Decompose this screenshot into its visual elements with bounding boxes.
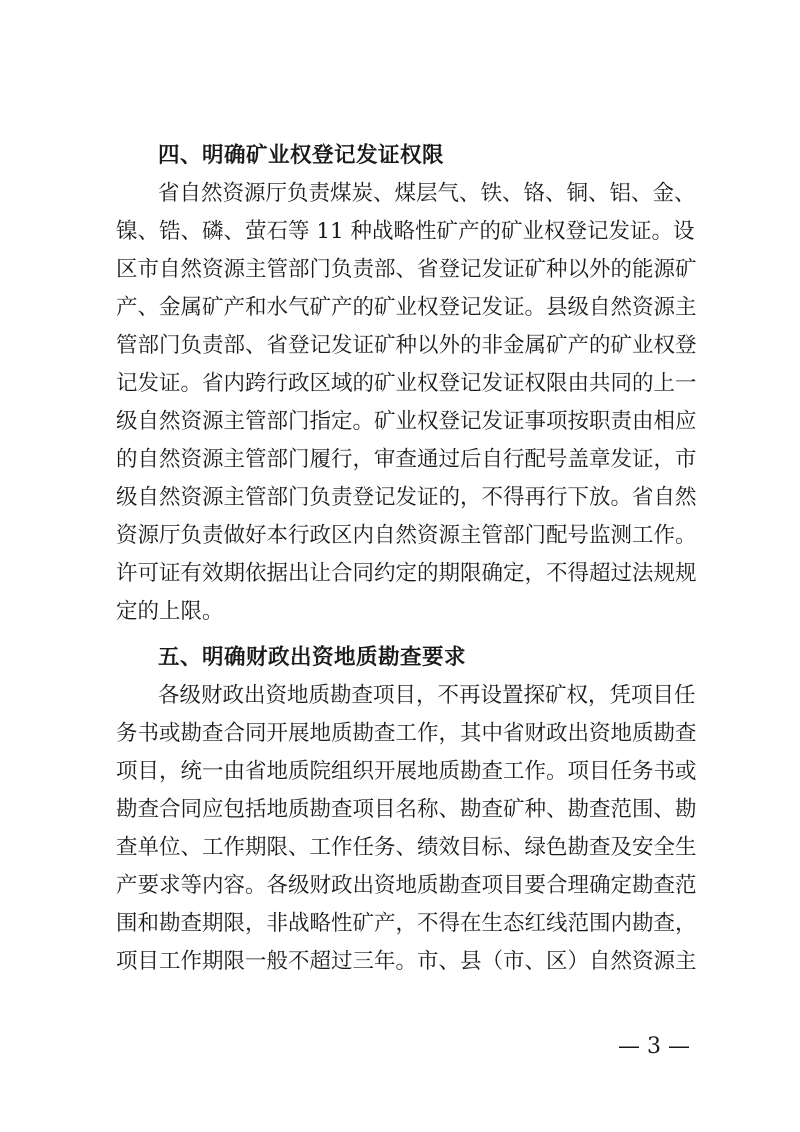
section-4-paragraph-line: 省自然资源厅负责煤炭、煤层气、铁、铬、铜、铝、金、 [158,181,696,206]
section-5-heading: 五、明确财政出资地质勘查要求 [158,645,467,670]
section-5-paragraph-line: 各级财政出资地质勘查项目，不再设置探矿权，凭项目任 [158,683,696,708]
section-5-paragraph-line: 查单位、工作期限、工作任务、绩效目标、绿色勘查及安全生 [116,835,697,860]
section-5-paragraph-line: 产要求等内容。各级财政出资地质勘查项目要合理确定勘查范 [116,873,697,898]
section-4-paragraph-line: 区市自然资源主管部门负责部、省登记发证矿种以外的能源矿 [116,257,697,282]
section-4-heading: 四、明确矿业权登记发证权限 [158,143,445,168]
section-5-paragraph-line: 围和勘查期限，非战略性矿产，不得在生态红线范围内勘查， [116,911,697,936]
section-5-paragraph-line: 务书或勘查合同开展地质勘查工作，其中省财政出资地质勘查 [116,721,697,746]
section-4-paragraph-line: 级自然资源主管部门指定。矿业权登记发证事项按职责由相应 [116,409,697,434]
section-4-paragraph-line: 产、金属矿产和水气矿产的矿业权登记发证。县级自然资源主 [116,295,697,320]
page-number: — 3 — [618,1034,690,1059]
section-5-paragraph-line: 勘查合同应包括地质勘查项目名称、勘查矿种、勘查范围、勘 [116,797,697,822]
section-4-paragraph-line: 级自然资源主管部门负责登记发证的，不得再行下放。省自然 [116,485,697,510]
section-4-paragraph-line: 镍、锆、磷、萤石等 11 种战略性矿产的矿业权登记发证。设 [116,219,695,244]
section-4-paragraph-line: 记发证。省内跨行政区域的矿业权登记发证权限由共同的上一 [116,371,697,396]
section-5-paragraph-line: 项目，统一由省地质院组织开展地质勘查工作。项目任务书或 [116,759,697,784]
section-4-paragraph-line: 的自然资源主管部门履行，审查通过后自行配号盖章发证，市 [116,447,697,472]
section-4-paragraph-line: 许可证有效期依据出让合同约定的期限确定，不得超过法规规 [116,561,697,586]
section-4-paragraph-line: 资源厅负责做好本行政区内自然资源主管部门配号监测工作。 [116,523,697,548]
section-5-paragraph-line: 项目工作期限一般不超过三年。市、县（市、区）自然资源主 [116,949,697,974]
section-4-paragraph-line: 定的上限。 [116,599,224,624]
section-4-paragraph-line: 管部门负责部、省登记发证矿种以外的非金属矿产的矿业权登 [116,333,697,358]
